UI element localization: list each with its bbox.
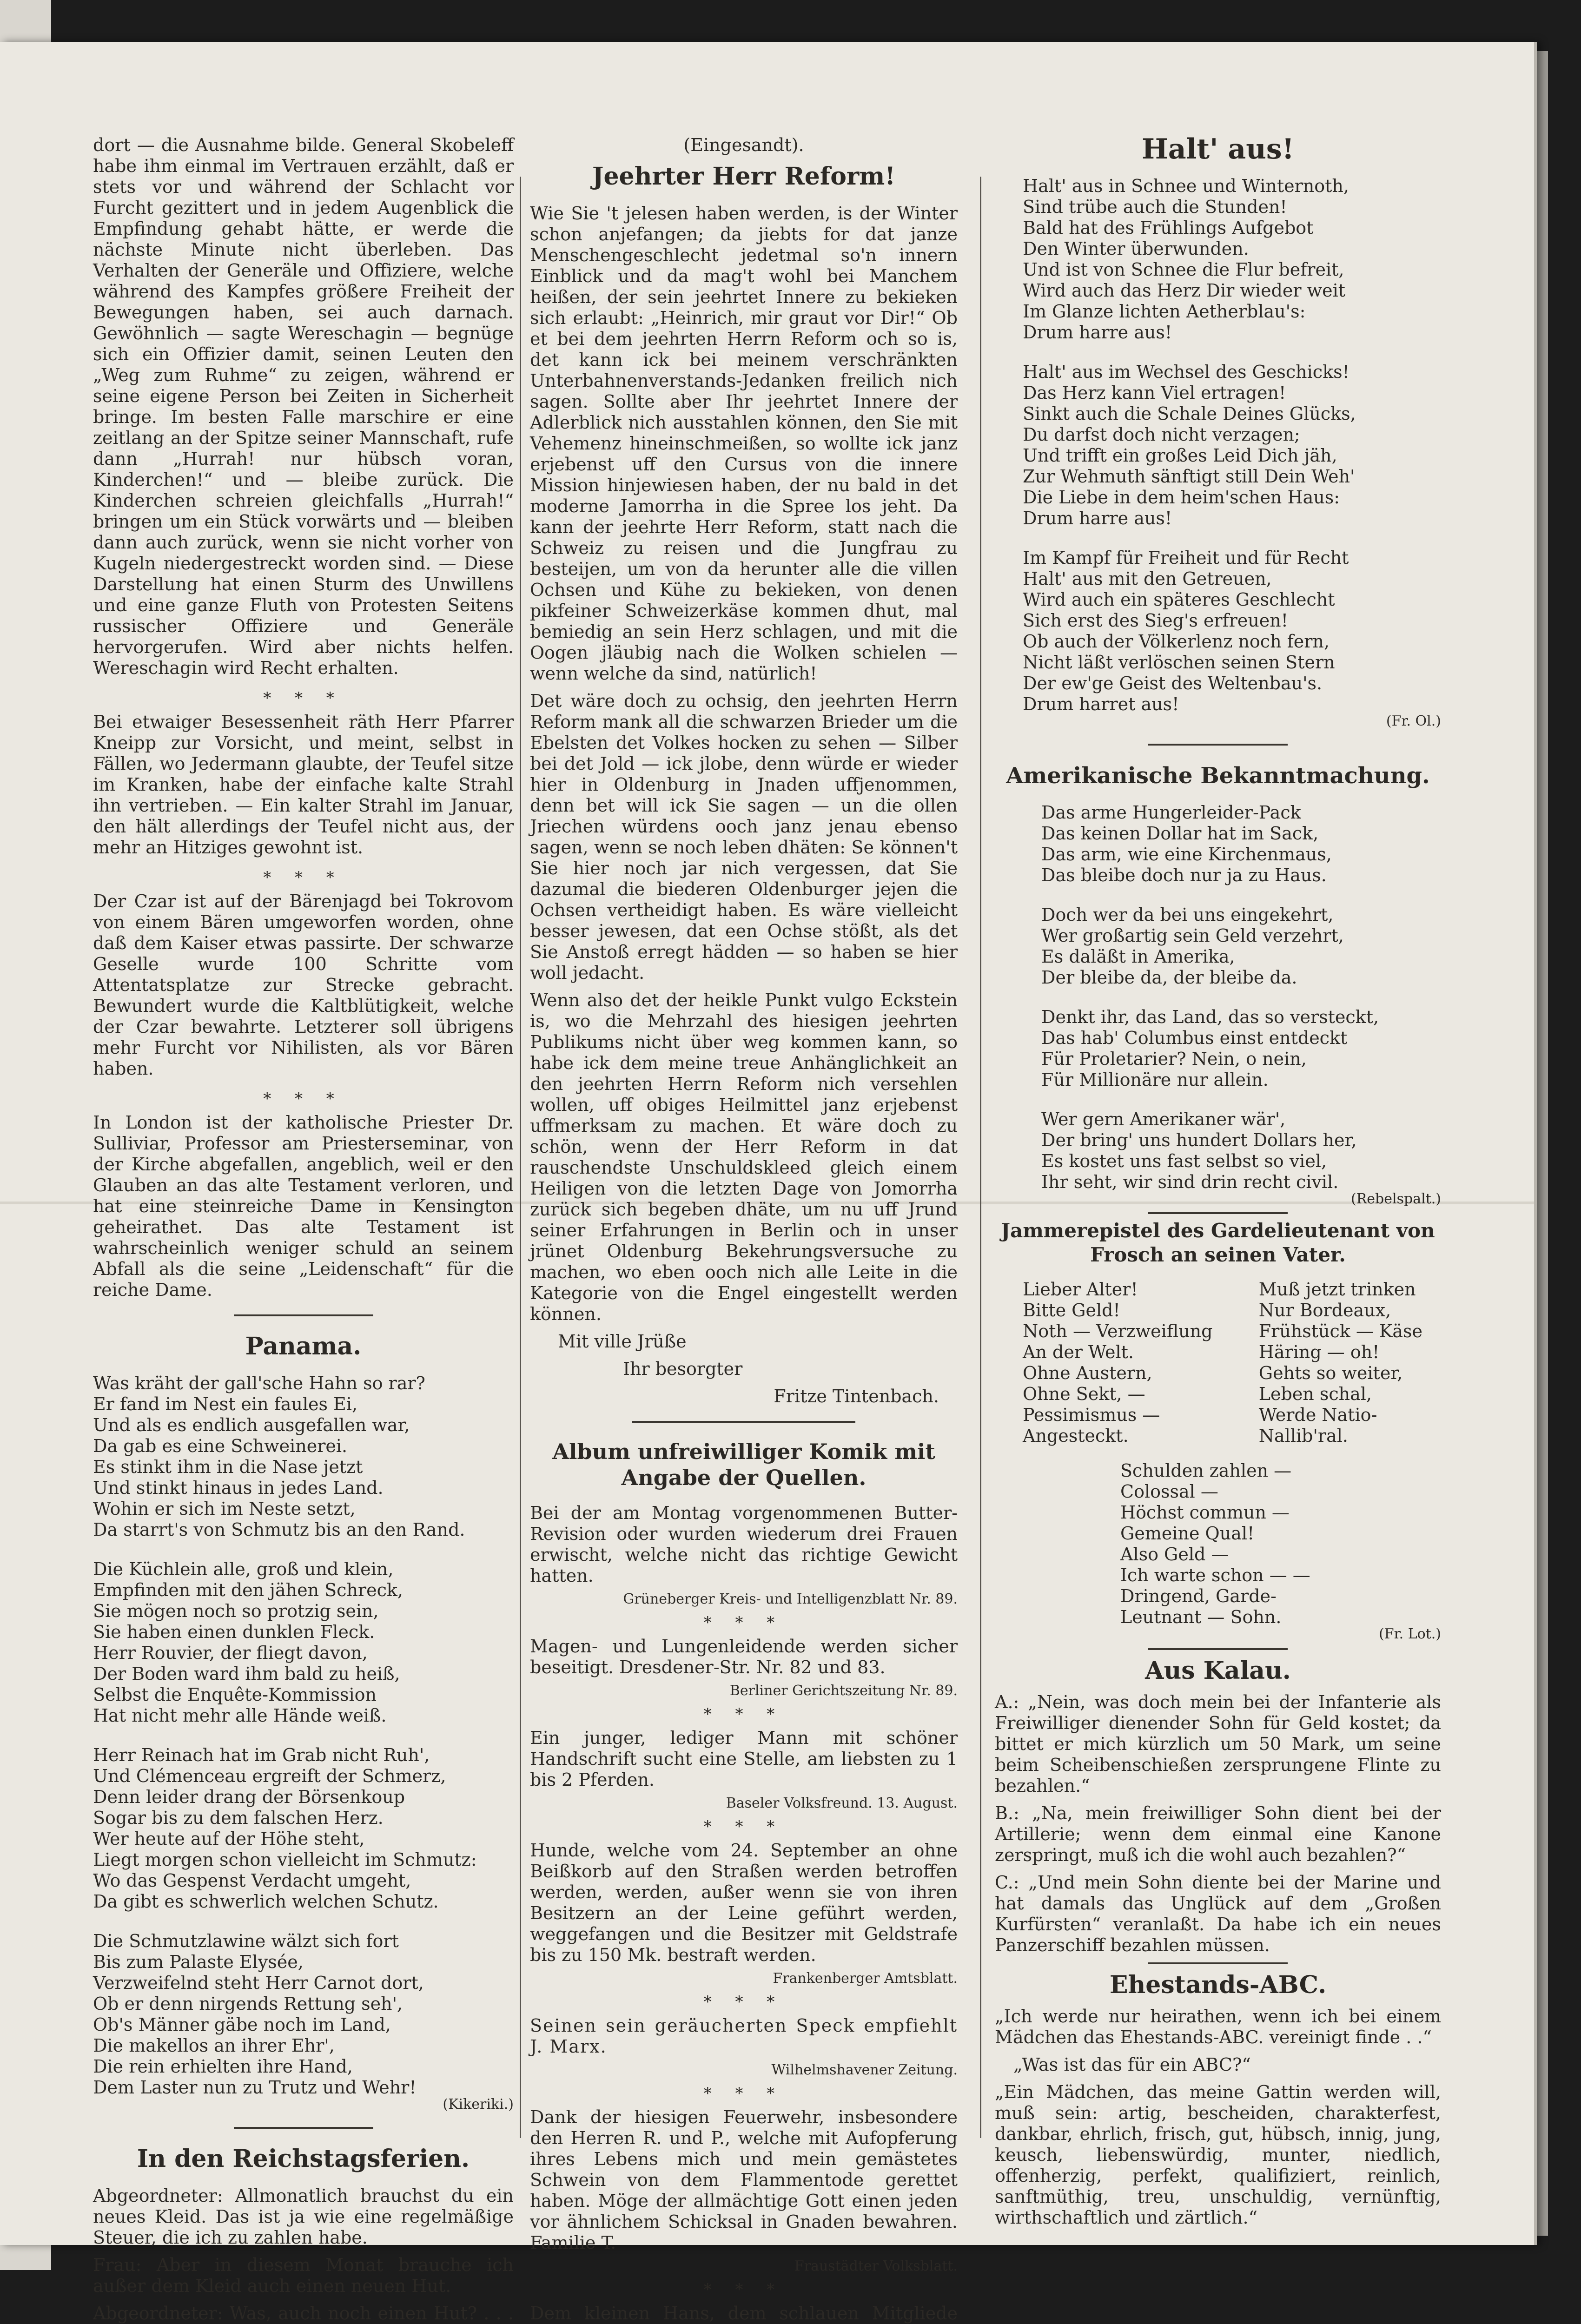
separator-stars: * * * bbox=[263, 868, 344, 887]
reform-heading: Jeehrter Herr Reform! bbox=[592, 162, 896, 191]
panama-source: (Kikeriki.) bbox=[443, 2096, 514, 2113]
amerikanisch-verse: Doch wer da bei uns eingekehrt, Wer großartig sein Geld verzehrt, Es daläßt in Amerika, Der bleibe da, der bleibe da. bbox=[1041, 905, 1344, 988]
section-divider bbox=[1148, 744, 1288, 746]
wereschagin-paragraph: dort — die Ausnahme bilde. General Skobeleff habe ihm einmal im Vertrauen erzählt, daß er stets vor und während der Schlacht vor Furcht gezittert und in jedem Augenblick die Empfindung gehabt hätte, er werde die nächste Minute nicht überleben. Das Verhalten der Generäle und Offiziere, welche während des Kampfes größere Freiheit der Bewegungen haben, sei auch darnach. Gewöhnlich — sagte Wereschagin — begnüge sich ein Offizier damit, seinen Leuten den „Weg zum Ruhme“ zu zeigen, während er seine eigene Person bei Zeiten in Sicherheit bringe. Im besten Falle marschire er eine zeitlang an der Spitze seiner Mannschaft, rufe dann „Hurrah! nur hübsch voran, Kinderchen!“ und — bleibe zurück. Die Kinderchen schreien gleichfalls „Hurrah!“ bringen um ein Stück vorwärts und — bleiben dann auch zurück, wenn sie nicht vorher von Kugeln niedergestreckt worden sind. — Diese Darstellung hat einen Sturm des Unwillens und eine ganze Fluth von Protesten Seitens russischer Offiziere und Generäle hervorgerufen. Wird aber nichts helfen. Wereschagin wird Recht erhalten. bbox=[93, 135, 514, 678]
abc-line: „Ich werde nur heirathen, wenn ich bei einem Mädchen das Ehestands-ABC. vereinigt finde . .“ bbox=[995, 2006, 1441, 2047]
abc-line: „Was ist das für ein ABC?“ bbox=[1013, 2054, 1251, 2075]
section-divider bbox=[234, 2127, 373, 2129]
column-rule-right bbox=[980, 177, 981, 2138]
reichstag-line: Abgeordneter: Allmonatlich brauchst du ein neues Kleid. Das ist ja wie eine regelmäßige Steuer, die ich zu zahlen habe. bbox=[93, 2185, 514, 2248]
kalau-heading: Aus Kalau. bbox=[1145, 1657, 1291, 1685]
album-item: Hunde, welche vom 24. September an ohne Beißkorb auf den Straßen werden betroffen werden, werden, außer wenn sie von ihren Besitzern an der Leine geführt werden, weggefangen und die Besitzer mit Geldstrafe bis zu 150 Mk. bestraft werden. bbox=[530, 1840, 958, 1965]
separator-stars: * * * bbox=[263, 689, 344, 707]
panama-verse: Die Schmutzlawine wälzt sich fort Bis zum Palaste Elysée, Verzweifelnd steht Herr Carnot dort, Ob er denn nirgends Rettung seh', Ob's Männer gäbe noch im Land, Die makellos an ihrer Ehr', Die rein erhielten ihre Hand, Dem Laster nun zu Trutz und Wehr! bbox=[93, 1931, 424, 2098]
album-source: Baseler Volksfreund. 13. August. bbox=[726, 1795, 958, 1811]
reform-greeting: Mit ville Jrüße bbox=[558, 1331, 687, 1352]
album-source: Berliner Gerichtszeitung Nr. 89. bbox=[729, 1683, 958, 1699]
kalau-line: B.: „Na, mein freiwilliger Sohn dient bei der Artillerie; wenn dem einmal eine Kanone zerspringt, muß ich die wohl auch bezahlen?“ bbox=[995, 1803, 1441, 1865]
album-heading: Album unfreiwilliger Komik mit Angabe der Quellen. bbox=[552, 1439, 935, 1490]
amerikanisch-heading: Amerikanische Bekanntmachung. bbox=[1006, 763, 1430, 789]
kalau-line: A.: „Nein, was doch mein bei der Infanterie als Freiwilliger dienender Sohn für Geld kostet; da bittet er mich kürzlich um 50 Mark, um seine beim Scheibenschießen zersprungene Flinte zu bezahlen.“ bbox=[995, 1692, 1441, 1796]
album-item: Magen- und Lungenleidende werden sicher beseitigt. Dresdener-Str. Nr. 82 und 83. bbox=[530, 1636, 958, 1677]
abc-heading: Ehestands-ABC. bbox=[1109, 1971, 1327, 1999]
reichstag-line: Abgeordneter: Was, auch noch einen Hut? . . . bbox=[93, 2303, 514, 2324]
kalau-line: C.: „Und mein Sohn diente bei der Marine und hat damals das Unglück auf dem „Großen Kurfürsten“ veranlaßt. Da habe ich ein neues Panzerschiff bezahlen müssen. bbox=[995, 1872, 1441, 1955]
separator-stars: * * * bbox=[703, 1817, 784, 1836]
amerikanisch-verse: Das arme Hungerleider-Pack Das keinen Dollar hat im Sack, Das arm, wie eine Kirchenmaus, Das bleibe doch nur ja zu Haus. bbox=[1041, 802, 1332, 885]
kneipp-paragraph: Bei etwaiger Besessenheit räth Herr Pfarrer Kneipp zur Vorsicht, und meint, selbst in Fällen, wo Jedermann glaubte, der Teufel sitze im Kranken, habe der einfache kalte Strahl ihn vertrieben. — Ein kalter Strahl im Januar, den hält allerdings der Teufel nicht aus, der mehr an Hitziges gewohnt ist. bbox=[93, 712, 514, 858]
haltaus-verse: Im Kampf für Freiheit und für Recht Halt' aus mit den Getreuen, Wird auch ein späteres Geschlecht Sich erst des Sieg's erfreuen! Ob auch der Völkerlenz noch fern, Nicht läßt verlöschen seinen Stern Der ew'ge Geist des Weltenbau's. Drum harret aus! bbox=[1023, 548, 1349, 714]
jammer-left-stanza: Lieber Alter! Bitte Geld! Noth — Verzweiflung An der Welt. Ohne Austern, Ohne Sekt, — Pessimismus — Angesteckt. bbox=[1023, 1279, 1213, 1446]
column-1 bbox=[93, 135, 514, 2324]
amerikanisch-verse: Denkt ihr, das Land, das so versteckt, Das hab' Columbus einst entdeckt Für Proletarier? Nein, o nein, Für Millionäre nur allein. bbox=[1041, 1007, 1379, 1090]
separator-stars: * * * bbox=[703, 1993, 784, 2011]
haltaus-heading: Halt' aus! bbox=[1142, 133, 1294, 165]
section-divider bbox=[1148, 1648, 1288, 1650]
panama-verse: Was kräht der gall'sche Hahn so rar? Er fand im Nest ein faules Ei, Und als es endlich ausgefallen war, Da gab es eine Schweinerei. Es stinkt ihm in die Nase jetzt Und stinkt hinaus in jedes Land. Wohin er sich im Neste setzt, Da starrt's von Schmutz bis an den Rand. bbox=[93, 1373, 465, 1540]
panama-verse: Herr Reinach hat im Grab nicht Ruh', Und Clémenceau ergreift der Schmerz, Denn leider drang der Börsenkoup Sogar bis zu dem falschen Herz. Wer heute auf der Höhe steht, Liegt morgen schon vielleicht im Schmutz: Wo das Gespenst Verdacht umgeht, Da gibt es schwerlich welchen Schutz. bbox=[93, 1745, 477, 1912]
czar-paragraph: Der Czar ist auf der Bärenjagd bei Tokrovom von einem Bären umgeworfen worden, ohne daß dem Kaiser etwas passirte. Der schwarze Geselle wurde 100 Schritte vom Attentatsplatze zur Strecke gebracht. Bewundert wurde die Kaltblütigkeit, welche der Czar bewahrte. Letzterer soll übrigens mehr Furcht vor Nihilisten, als vor Bären haben. bbox=[93, 891, 514, 1079]
reform-closing: Ihr besorgter bbox=[623, 1359, 743, 1379]
jammer-poem bbox=[995, 1279, 1441, 1446]
haltaus-verse: Halt' aus in Schnee und Winternoth, Sind trübe auch die Stunden! Bald hat des Frühlings Aufgebot Den Winter überwunden. Und ist von Schnee die Flur befreit, Wird auch das Herz Dir wieder weit Im Glanze lichten Aetherblau's: Drum harre aus! bbox=[1023, 176, 1349, 343]
album-item: Seinen sein geräucherten Speck empfiehlt J. Marx. bbox=[530, 2015, 958, 2057]
eingesandt-label: (Eingesandt). bbox=[683, 135, 804, 155]
album-source: Fraustädter Volksblatt. bbox=[794, 2258, 958, 2274]
amerikanisch-source: (Rebelspalt.) bbox=[1351, 1191, 1441, 1207]
album-source: Wilhelmshavener Zeitung. bbox=[771, 2062, 958, 2078]
jammer-center-stanza: Schulden zahlen — Colossal — Höchst commun — Gemeine Qual! Also Geld — Ich warte schon — — Dringend, Garde- Leutnant — Sohn. bbox=[1120, 1460, 1310, 1627]
column-rule-left bbox=[520, 177, 521, 2138]
album-source: Grüneberger Kreis- und Intelligenzblatt Nr. 89. bbox=[623, 1591, 958, 1607]
separator-stars: * * * bbox=[703, 1705, 784, 1723]
section-divider bbox=[632, 1421, 855, 1423]
section-divider bbox=[1148, 1212, 1288, 1214]
reform-signature: Fritze Tintenbach. bbox=[774, 1386, 939, 1406]
jammer-heading: Jammerepistel des Gardelieutenant von Frosch an seinen Vater. bbox=[1001, 1219, 1435, 1266]
newspaper-page bbox=[0, 42, 1537, 2324]
panama-verse: Die Küchlein alle, groß und klein, Empfinden mit den jähen Schreck, Sie mögen noch so protzig sein, Sie haben einen dunklen Fleck. Herr Rouvier, der fliegt davon, Der Boden ward ihm bald zu heiß, Selbst die Enquête-Kommission Hat nicht mehr alle Hände weiß. bbox=[93, 1559, 403, 1726]
column-3 bbox=[995, 135, 1441, 2235]
album-source: Frankenberger Amtsblatt. bbox=[773, 1970, 958, 1987]
separator-stars: * * * bbox=[703, 2280, 784, 2299]
haltaus-verse: Halt' aus im Wechsel des Geschicks! Das Herz kann Viel ertragen! Sinkt auch die Schale Deines Glücks, Du darfst doch nicht verzagen; Und trifft ein großes Leid Dich jäh, Zur Wehmuth sänftigt still Dein Weh' Die Liebe in dem heim'schen Haus: Drum harre aus! bbox=[1023, 362, 1356, 528]
album-item: Dank der hiesigen Feuerwehr, insbesondere den Herren R. und P., welche mit Aufopferung ihres Lebens mich und mein gemästetes Schwein von dem Flammentode gerettet haben. Möge der allmächtige Gott einen jeden vor ähnlichem Schicksal in Gnaden bewahren. Familie T. bbox=[530, 2107, 958, 2253]
jammer-source: (Fr. Lot.) bbox=[1379, 1626, 1441, 1642]
reichstag-line: Frau: Aber in diesem Monat brauche ich außer dem Kleid auch einen neuen Hut. bbox=[93, 2255, 514, 2296]
separator-stars: * * * bbox=[263, 1089, 344, 1108]
section-divider bbox=[234, 1314, 373, 1316]
abc-line: „Ein Mädchen, das meine Gattin werden will, muß sein: artig, bescheiden, charakterfest, dankbar, ehrlich, frisch, gut, hübsch, innig, jung, keusch, liebenswürdig, munter, niedlich, offenherzig, perfekt, qualifiziert, reinlich, sanftmüthig, treu, unschuldig, vernünftig, wirthschaftlich und zärtlich.“ bbox=[995, 2082, 1441, 2228]
amerikanisch-verse: Wer gern Amerikaner wär', Der bring' uns hundert Dollars her, Es kostet uns fast selbst so viel, Ihr seht, wir sind drin recht civil. bbox=[1041, 1109, 1357, 1192]
section-divider bbox=[1148, 1962, 1288, 1964]
album-item: Dem kleinen Hans, dem schlauen Mitgliede bbox=[530, 2303, 958, 2324]
haltaus-source: (Fr. Ol.) bbox=[1386, 713, 1441, 729]
reform-paragraph: Wie Sie 't jelesen haben werden, is der Winter schon anjefangen; da jiebts for dat janze Menschengeschlecht jedetmal so'n innern Einblick und da mag't wohl bei Manchem heißen, der sein jeehrtet Innere zu bekieken sich erlaubt: „Heinrich, mir graut vor Dir!“ Ob et bei dem jeehrten Herrn Reform och so is, det kann ick bei meinem verschränkten Unterbahnenverstands-Jedanken freilich nich sagen. Sollte aber Ihr jeehrtet Innere der Adlerblick nich ausstahlen können, den Sie mit Vehemenz hineinschmeißen, so wollte ick janz erjebenst uff den Cursus von die innere Mission hinjewiesen haben, der nu bald in det moderne Jamorrha in die Spree los jeht. Da kann der jeehrte Herr Reform, statt nach die Schweiz zu reisen und die Jungfrau zu besteijen, um von da herunter alle die villen Ochsen und Kühe zu bekieken, von denen pikfeiner Schweizerkäse kommen dhut, mal bemiedig an sein Herz schlagen, und mit die Oogen jläubig nach die Wolken schielen — wenn welche da sind, natürlich! bbox=[530, 203, 958, 684]
reform-paragraph: Det wäre doch zu ochsig, den jeehrten Herrn Reform mank all die schwarzen Brieder um die Ebelsten det Volkes hocken zu sehen — Silber bei det Jold — ick jlobe, denn würde er wieder hier in Oldenburg in Jnaden uffjenommen, denn bet will ick Sie sagen — un die ollen Jriechen würdens ooch janz jenau ebenso sagen, wenn se noch leben dhäten: Se können't Sie hier noch jar nich vergessen, dat Sie dazumal die biederen Oldenburger jejen die Ochsen vertheidigt haben. Es wäre vielleicht besser jewesen, dat een Ochse stößt, als det Sie Anstoß erregt hädden — so haben se hier woll jedacht. bbox=[530, 691, 958, 983]
london-paragraph: In London ist der katholische Priester Dr. Sulliviar, Professor am Priesterseminar, von der Kirche abgefallen, angeblich, weil er den Glauben an das alte Testament verloren, und hat eine steinreiche Dame in Kensington geheirathet. Das alte Testament ist wahrscheinlich weniger schuld an seinem Abfall als die seine „Leidenschaft“ für die reiche Dame. bbox=[93, 1112, 514, 1300]
separator-stars: * * * bbox=[703, 1613, 784, 1632]
separator-stars: * * * bbox=[703, 2084, 784, 2103]
reform-paragraph: Wenn also det der heikle Punkt vulgo Eckstein is, wo die Mehrzahl des hiesigen jeehrten Publikums nicht über weg kommen kann, so habe ick dem meine treue Anhänglichkeit an den jeehrten Herrn Reform nich versehlen wollen, uff obiges Heilmittel janz erjebenst uffmerksam zu machen. Et wäre doch zu schön, wenn der Herr Reform in dat rauschendste Unschuldskleed gleich einem Heiligen von die letzten Dage von Jomorrha zurück sich begeben dhäte, um nu uff Jrund seiner Erfahrungen in Berlin och in unser jrünet Oldenburg Bekehrungsversuche zu machen, wo eben ooch nich alle Leite in die Kategorie von die Engel eingestellt werden können. bbox=[530, 990, 958, 1324]
column-2 bbox=[530, 135, 958, 2324]
jammer-right-stanza: Muß jetzt trinken Nur Bordeaux, Frühstück — Käse Häring — oh! Gehts so weiter, Leben schal, Werde Natio- Nallib'ral. bbox=[1258, 1279, 1422, 1446]
album-item: Ein junger, lediger Mann mit schöner Handschrift sucht eine Stelle, am liebsten zu 1 bis 2 Pferden. bbox=[530, 1728, 958, 1790]
album-item: Bei der am Montag vorgenommenen Butter-Revision oder wurden wiederum drei Frauen erwischt, welche nicht das richtige Gewicht hatten. bbox=[530, 1503, 958, 1586]
reichstag-heading: In den Reichstagsferien. bbox=[137, 2145, 470, 2173]
panama-heading: Panama. bbox=[245, 1332, 362, 1360]
